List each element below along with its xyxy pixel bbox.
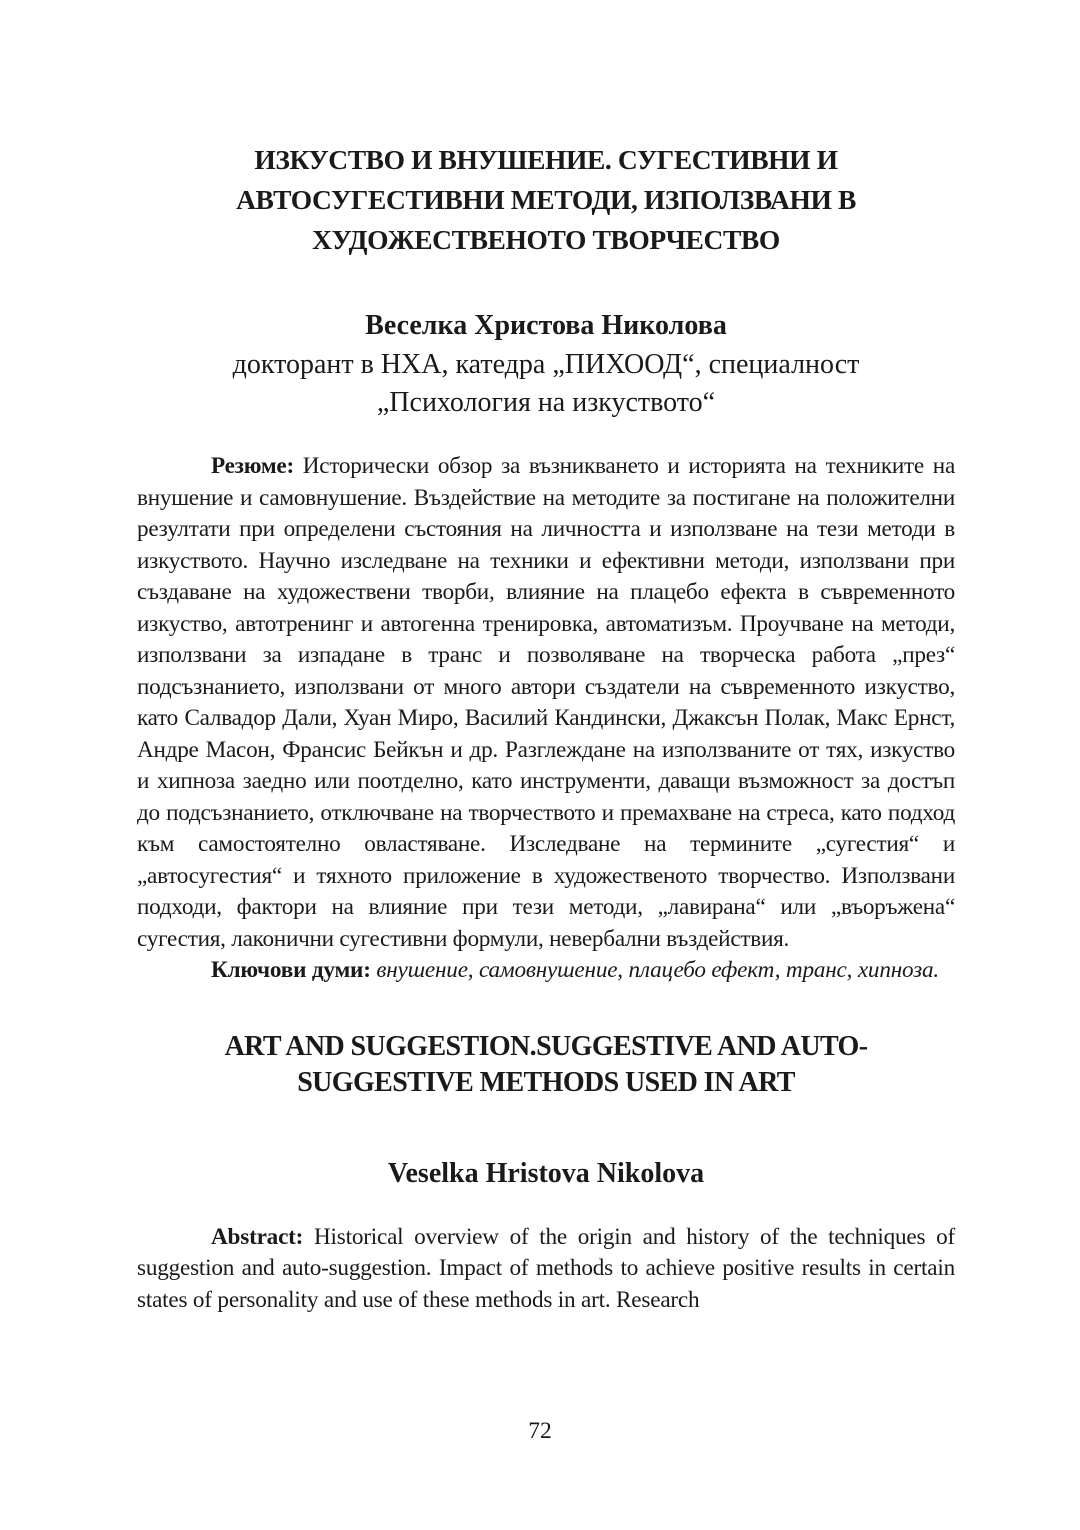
title-english xyxy=(137,1029,955,1101)
keywords-bulgarian xyxy=(137,955,955,987)
keywords-bg-label: Ключови думи: xyxy=(211,957,371,983)
abstract-english xyxy=(137,1222,955,1317)
author-name-bg: Веселка Христова Николова xyxy=(365,310,727,341)
title-en-line-2: SUGGESTIVE METHODS USED IN ART xyxy=(297,1066,795,1098)
paper-page xyxy=(137,140,955,1316)
abstract-bg-label: Резюме: xyxy=(211,453,294,479)
title-en-line-1: ART AND SUGGESTION.SUGGESTIVE AND AUTO- xyxy=(224,1030,868,1062)
title-bg-line-1: ИЗКУСТВО И ВНУШЕНИЕ. СУГЕСТИВНИ И xyxy=(254,144,838,175)
title-bg-line-3: ХУДОЖЕСТВЕНОТО ТВОРЧЕСТВО xyxy=(312,224,780,255)
affiliation-line-2: „Психология на изкуството“ xyxy=(376,387,716,418)
author-name-en: Veselka Hristova Nikolova xyxy=(387,1157,705,1189)
page-number: 72 xyxy=(528,1418,552,1444)
keywords-bg-text: внушение, самовнушение, плацебо ефект, транс, хипноза. xyxy=(376,957,939,983)
affiliation-line-1: докторант в НХА, катедра „ПИХООД“, специалност xyxy=(232,349,860,380)
title-bulgarian xyxy=(137,140,955,260)
abstract-en-label: Abstract: xyxy=(211,1223,304,1250)
title-bg-line-2: АВТОСУГЕСТИВНИ МЕТОДИ, ИЗПОЛЗВАНИ В xyxy=(236,184,856,215)
author-affiliation xyxy=(137,346,955,422)
abstract-en-text: Historical overview of the origin and history of the techniques of suggestion and auto-suggestion. Impact of methods to achieve positive results in certain states of personality and use of these methods in art. Research xyxy=(137,1223,955,1313)
abstract-bg-text: Исторически обзор за възникването и историята на техниките на внушение и самовнушение. Въздействие на методите за постигане на положителни резултати при определени състояния на личността и използване на тези методи в изкуството. Научно изследване на техники и ефективни методи, използвани при създаване на художествени творби, влияние на плацебо ефекта в съвременното изкуство, автотренинг и автогенна тренировка, автоматизъм. Проучване на методи, използвани за изпадане в транс и позволяване на творческа работа „през“ подсъзнанието, използвани от много автори създатели на съвременното изкуство, като Салвадор Дали, Хуан Миро, Василий Кандински, Джаксън Полак, Макс Ернст, Андре Масон, Франсис Бейкън и др. Разглеждане на използваните от тях, изкуство и хипноза заедно или поотделно, като инструменти, даващи възможност за достъп до подсъзнанието, отключване на творчеството и премахване на стреса, като подход към самостоятелно овластяване. Изследване на термините „сугестия“ и „автосугестия“ и тяхното приложение в художественото творчество. Използвани подходи, фактори на влияние при тези методи, „лавирана“ или „въоръжена“ сугестия, лаконични сугестивни формули, невербални въздействия. xyxy=(137,453,955,952)
abstract-bulgarian xyxy=(137,451,955,955)
